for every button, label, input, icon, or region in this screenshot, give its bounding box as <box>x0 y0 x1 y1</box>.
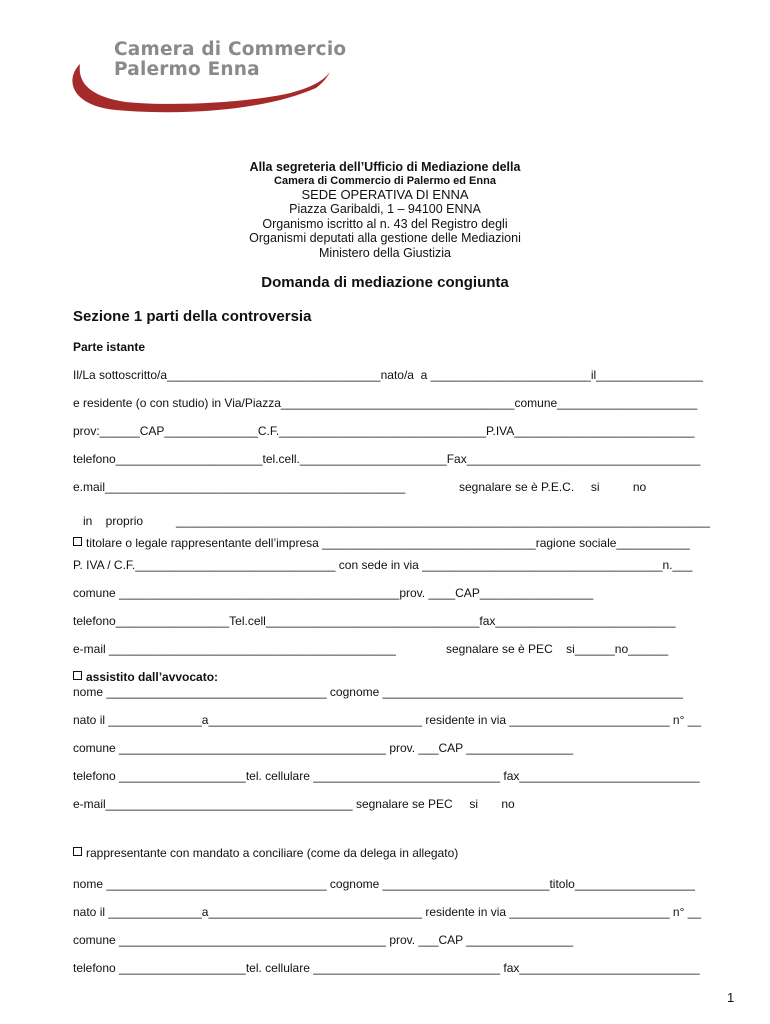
in-proprio-option[interactable]: in proprio <box>73 514 144 528</box>
pec-option-impresa[interactable]: segnalare se è PEC si______no______ <box>446 642 669 656</box>
logo-line-2: Palermo Enna <box>114 59 260 80</box>
titolare-line[interactable] <box>73 536 690 550</box>
addressee-line-2: Camera di Commercio di Palermo ed Enna <box>274 174 496 187</box>
form-line-rap-nome[interactable]: nome _________________________________ cognome _________________________titolo__________________ <box>73 877 695 891</box>
rappresentante-label: rappresentante con mandato a conciliare (come da delega in allegato) <box>86 846 459 860</box>
form-line-avv-nome[interactable]: nome _________________________________ cognome _____________________________________________ <box>73 685 683 699</box>
form-line-rap-nato[interactable]: nato il ______________a________________________________ residente in via ________________________ n° __ <box>73 905 702 919</box>
addressee-line-6: Organismi deputati alla gestione delle Mediazioni <box>249 231 521 245</box>
pec-option[interactable]: segnalare se è P.E.C. si no <box>459 480 647 494</box>
form-line-telefono[interactable]: telefono______________________tel.cell.______________________Fax___________________________________ <box>73 452 701 466</box>
form-line-telefono-impresa[interactable]: telefono_________________Tel.cell________________________________fax___________________________ <box>73 614 676 628</box>
addressee-line-7: Ministero della Giustizia <box>319 245 451 260</box>
addressee-line-1: Alla segreteria dell’Ufficio di Mediazione della <box>249 160 521 174</box>
avvocato-checkbox[interactable] <box>73 671 82 680</box>
form-line-residenza[interactable]: e residente (o con studio) in Via/Piazza___________________________________comune_____________________ <box>73 396 698 410</box>
avvocato-heading[interactable] <box>73 670 218 684</box>
titolare-checkbox[interactable] <box>73 537 82 546</box>
form-line-email[interactable]: e.mail_____________________________________________ <box>73 480 406 494</box>
parte-istante-heading: Parte istante <box>73 340 146 354</box>
form-line-avv-telefono[interactable]: telefono ___________________tel. cellulare ____________________________ fax___________________________ <box>73 769 700 783</box>
logo-swoosh-icon <box>66 60 336 116</box>
addressee-line-4: Piazza Garibaldi, 1 – 94100 ENNA <box>289 202 481 216</box>
rappresentante-line[interactable] <box>73 846 458 860</box>
form-line-avv-nato[interactable]: nato il ______________a________________________________ residente in via ________________________ n° __ <box>73 713 702 727</box>
addressee-block <box>0 160 770 260</box>
logo-line-1: Camera di Commercio <box>114 39 347 60</box>
form-line-sottoscritto[interactable]: Il/La sottoscritto/a________________________________nato/a a ________________________il________________ <box>73 368 703 382</box>
avvocato-label: assistito dall’avvocato: <box>86 670 219 684</box>
rappresentante-checkbox[interactable] <box>73 847 82 856</box>
section-1-title: Sezione 1 parti della controversia <box>73 308 312 325</box>
form-line-rap-telefono[interactable]: telefono ___________________tel. cellulare ____________________________ fax___________________________ <box>73 961 700 975</box>
addressee-line-5: Organismo iscritto al n. 43 del Registro degli <box>262 216 508 231</box>
document-title: Domanda di mediazione congiunta <box>261 274 509 291</box>
form-line-avv-email[interactable]: e-mail_____________________________________ segnalare se PEC si no <box>73 797 515 811</box>
titolare-text: titolare o legale rappresentante dell’impresa ________________________________ragione sociale___________ <box>86 536 690 550</box>
form-line-avv-comune[interactable]: comune ________________________________________ prov. ___CAP ________________ <box>73 741 574 755</box>
form-line-comune[interactable]: comune __________________________________________prov. ____CAP_________________ <box>73 586 594 600</box>
addressee-line-3: SEDE OPERATIVA DI ENNA <box>301 186 469 202</box>
page-number: 1 <box>727 990 735 1005</box>
form-line-rap-comune[interactable]: comune ________________________________________ prov. ___CAP ________________ <box>73 933 574 947</box>
form-line-email-impresa[interactable]: e-mail ___________________________________________ <box>73 642 396 656</box>
form-line-prov-cf[interactable]: prov:______CAP______________C.F._______________________________P.IVA___________________________ <box>73 424 695 438</box>
form-line-piva[interactable]: P. IVA / C.F.______________________________ con sede in via ____________________________________n.___ <box>73 558 693 572</box>
in-proprio-line[interactable]: ________________________________________________________________________________ <box>176 514 710 528</box>
